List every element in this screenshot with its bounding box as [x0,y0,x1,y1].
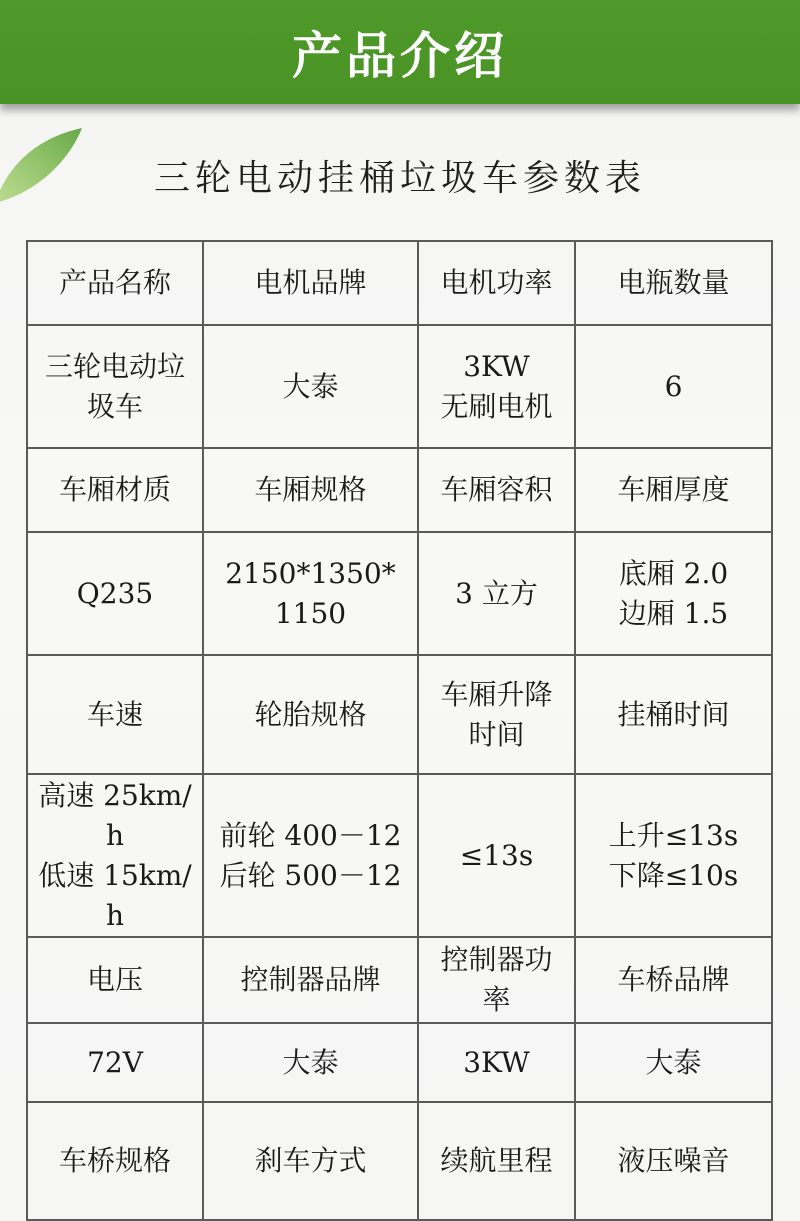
table-row [27,937,772,1023]
table-cell: 车速 [27,655,203,774]
table-cell: 6 [575,325,772,448]
table-cell: 72V [27,1023,203,1102]
table-cell: 车厢材质 [27,448,203,532]
header-banner [0,0,800,104]
table-cell: 高速 25km/h 低速 15km/h [27,774,203,937]
table-row [27,532,772,655]
page-title: 产品介绍 [292,27,508,85]
table-cell: 电瓶数量 [575,241,772,325]
table-cell: 三轮电动垃 圾车 [27,325,203,448]
table-cell: 车厢规格 [203,448,418,532]
table-row [27,241,772,325]
spec-table [26,240,773,1221]
table-cell: 挂桶时间 [575,655,772,774]
table-row [27,325,772,448]
table-cell: 3KW 无刷电机 [418,325,575,448]
table-cell: 底厢 2.0 边厢 1.5 [575,532,772,655]
table-cell: 大泰 [203,1023,418,1102]
table-cell: 3 立方 [418,532,575,655]
table-cell: 2150*1350* 1150 [203,532,418,655]
table-cell: 刹车方式 [203,1102,418,1220]
table-cell: 车厢厚度 [575,448,772,532]
table-cell: 控制器功 率 [418,937,575,1023]
table-cell: 电机品牌 [203,241,418,325]
table-row [27,774,772,937]
table-cell: 车厢容积 [418,448,575,532]
table-cell: 3KW [418,1023,575,1102]
table-cell: 大泰 [575,1023,772,1102]
table-row [27,1023,772,1102]
table-cell: 大泰 [203,325,418,448]
table-cell: 电压 [27,937,203,1023]
table-cell: 续航里程 [418,1102,575,1220]
table-cell: Q235 [27,532,203,655]
table-row [27,1102,772,1220]
table-row [27,655,772,774]
table-cell: 电机功率 [418,241,575,325]
table-title: 三轮电动挂桶垃圾车参数表 [153,158,646,199]
table-cell: 车桥规格 [27,1102,203,1220]
table-cell: 控制器品牌 [203,937,418,1023]
table-cell: 车厢升降 时间 [418,655,575,774]
table-cell: 液压噪音 [575,1102,772,1220]
table-cell: 上升≤13s 下降≤10s [575,774,772,937]
table-cell: 前轮 400－12 后轮 500－12 [203,774,418,937]
table-cell: ≤13s [418,774,575,937]
table-cell: 车桥品牌 [575,937,772,1023]
table-row [27,448,772,532]
table-cell: 产品名称 [27,241,203,325]
table-cell: 轮胎规格 [203,655,418,774]
